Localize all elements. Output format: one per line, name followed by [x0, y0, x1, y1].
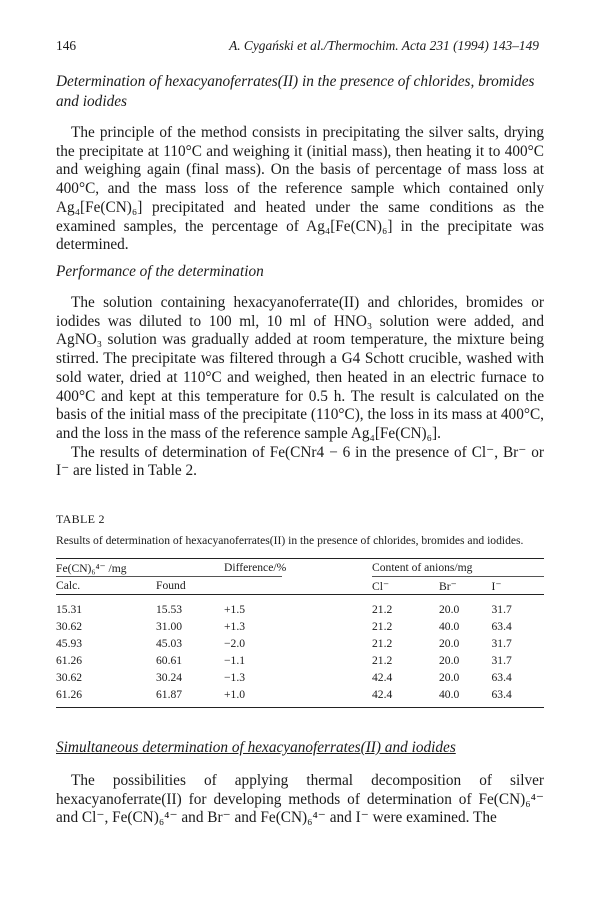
- table-cell: [282, 652, 372, 669]
- table-row: [56, 669, 544, 686]
- table-row: [56, 686, 544, 708]
- header-empty: [282, 577, 372, 595]
- table-cell: −1.3: [224, 671, 246, 684]
- header-fe: Fe(CN)₆⁴⁻ /mg: [56, 561, 127, 575]
- table-cell: 20.0: [439, 671, 460, 684]
- table-cell: 61.26: [56, 654, 83, 667]
- table-cell: −2.0: [224, 637, 246, 650]
- table-cell: +1.5: [224, 603, 246, 616]
- body-paragraph: The results of determination of Fe(CNr4 − 6 in the presence of Cl⁻, Br⁻ or I⁻ are listed in Table 2.: [56, 443, 544, 480]
- page-number: 146: [56, 38, 77, 53]
- table-cell: −1.1: [224, 654, 246, 667]
- table-cell: 42.4: [372, 671, 393, 684]
- table-row: [56, 595, 544, 619]
- header-found: Found: [156, 577, 282, 595]
- body-paragraph: The solution containing hexacyanoferrate(II) and chlorides, bromides or iodides was diluted to 100 ml, 10 ml of HNO₃ solution were added, and AgNO₃ solution was gradually added at room temperature, the mixture being stirred. The precipitate was filtered through a G4 Schott crucible, washed with sold water, dried at 110°C and weighed, then heated in an electric furnace to 400°C and kept at this temperature for 0.5 h. The result is calculated on the basis of the initial mass of the precipitate (110°C), the loss in its mass at 400°C, and the loss in the mass of the reference sample Ag₄[Fe(CN)₆].: [56, 294, 544, 442]
- table-cell: 21.2: [372, 637, 393, 650]
- section-simultaneous: [56, 738, 544, 828]
- table-cell: 31.7: [491, 654, 512, 667]
- table-cell: 31.7: [491, 637, 512, 650]
- section-title: Simultaneous determination of hexacyanoferrates(II) and iodides: [56, 739, 456, 756]
- table-2: [56, 512, 544, 708]
- header-difference: Difference/%: [224, 561, 287, 574]
- table-cell: 61.26: [56, 688, 83, 701]
- section-title: Performance of the determination: [56, 263, 264, 280]
- table-cell: 21.2: [372, 620, 393, 633]
- section-hexacyanoferrates-chlorides: [56, 72, 544, 255]
- table-row: [56, 652, 544, 669]
- table-description: Results of determination of hexacyanoferrates(II) in the presence of chlorides, bromides and iodides.: [56, 534, 524, 547]
- results-table: [56, 558, 544, 708]
- running-head: A. Cygański et al./Thermochim. Acta 231 (1994) 143–149: [229, 38, 539, 53]
- table-cell: [282, 635, 372, 652]
- table-cell: 30.62: [56, 671, 83, 684]
- table-cell: 21.2: [372, 654, 393, 667]
- table-cell: +1.0: [224, 688, 246, 701]
- table-cell: 15.31: [56, 603, 83, 616]
- table-row: [56, 618, 544, 635]
- table-cell: 20.0: [439, 654, 460, 667]
- table-cell: 30.62: [56, 620, 83, 633]
- table-cell: [282, 618, 372, 635]
- table-cell: 40.0: [439, 688, 460, 701]
- table-cell: 40.0: [439, 620, 460, 633]
- table-caption: TABLE 2: [56, 512, 105, 526]
- table-subheader-row: [56, 577, 544, 595]
- body-paragraph: The principle of the method consists in precipitating the silver salts, drying the precipitate at 110°C and weighing it (initial mass), then heating it to 400°C and weighing again (final mass). On the basis of percentage of mass loss at 400°C, and the mass loss of the reference sample which contained only Ag₄[Fe(CN)₆] precipitated and heated under the same conditions as the examined samples, the percentage of Ag₄[Fe(CN)₆] in the precipitate was determined.: [56, 124, 544, 254]
- table-cell: 45.03: [156, 637, 183, 650]
- table-cell: 63.4: [491, 620, 512, 633]
- table-cell: 15.53: [156, 603, 183, 616]
- table-header-row: [56, 559, 544, 577]
- header-i: I⁻: [491, 579, 502, 593]
- header-br: Br⁻: [439, 579, 457, 593]
- table-cell: 31.00: [156, 620, 183, 633]
- body-paragraph: The possibilities of applying thermal decomposition of silver hexacyanoferrate(II) for developing methods of determination of Fe(CN)₆⁴⁻ and Cl⁻, Fe(CN)₆⁴⁻ and Br⁻ and Fe(CN)₆⁴⁻ and I⁻ were examined. The: [56, 772, 544, 827]
- table-body: [56, 595, 544, 708]
- table-cell: 61.87: [156, 688, 183, 701]
- table-cell: 21.2: [372, 603, 393, 616]
- table-cell: 30.24: [156, 671, 183, 684]
- table-cell: 63.4: [491, 671, 512, 684]
- table-cell: 63.4: [491, 688, 512, 701]
- table-cell: [282, 595, 372, 619]
- table-row: [56, 635, 544, 652]
- section-performance: [56, 262, 544, 481]
- table-cell: 42.4: [372, 688, 393, 701]
- section-title: Determination of hexacyanoferrates(II) in the presence of chlorides, bromides and iodides: [56, 73, 535, 110]
- table-cell: 45.93: [56, 637, 83, 650]
- table-cell: 31.7: [491, 603, 512, 616]
- table-cell: 60.61: [156, 654, 183, 667]
- header-anions: Content of anions/mg: [372, 559, 544, 577]
- header-cl: Cl⁻: [372, 579, 390, 593]
- table-cell: [282, 669, 372, 686]
- table-cell: 20.0: [439, 637, 460, 650]
- table-cell: 20.0: [439, 603, 460, 616]
- table-cell: [282, 686, 372, 708]
- table-cell: +1.3: [224, 620, 246, 633]
- header-calc: Calc.: [56, 577, 156, 595]
